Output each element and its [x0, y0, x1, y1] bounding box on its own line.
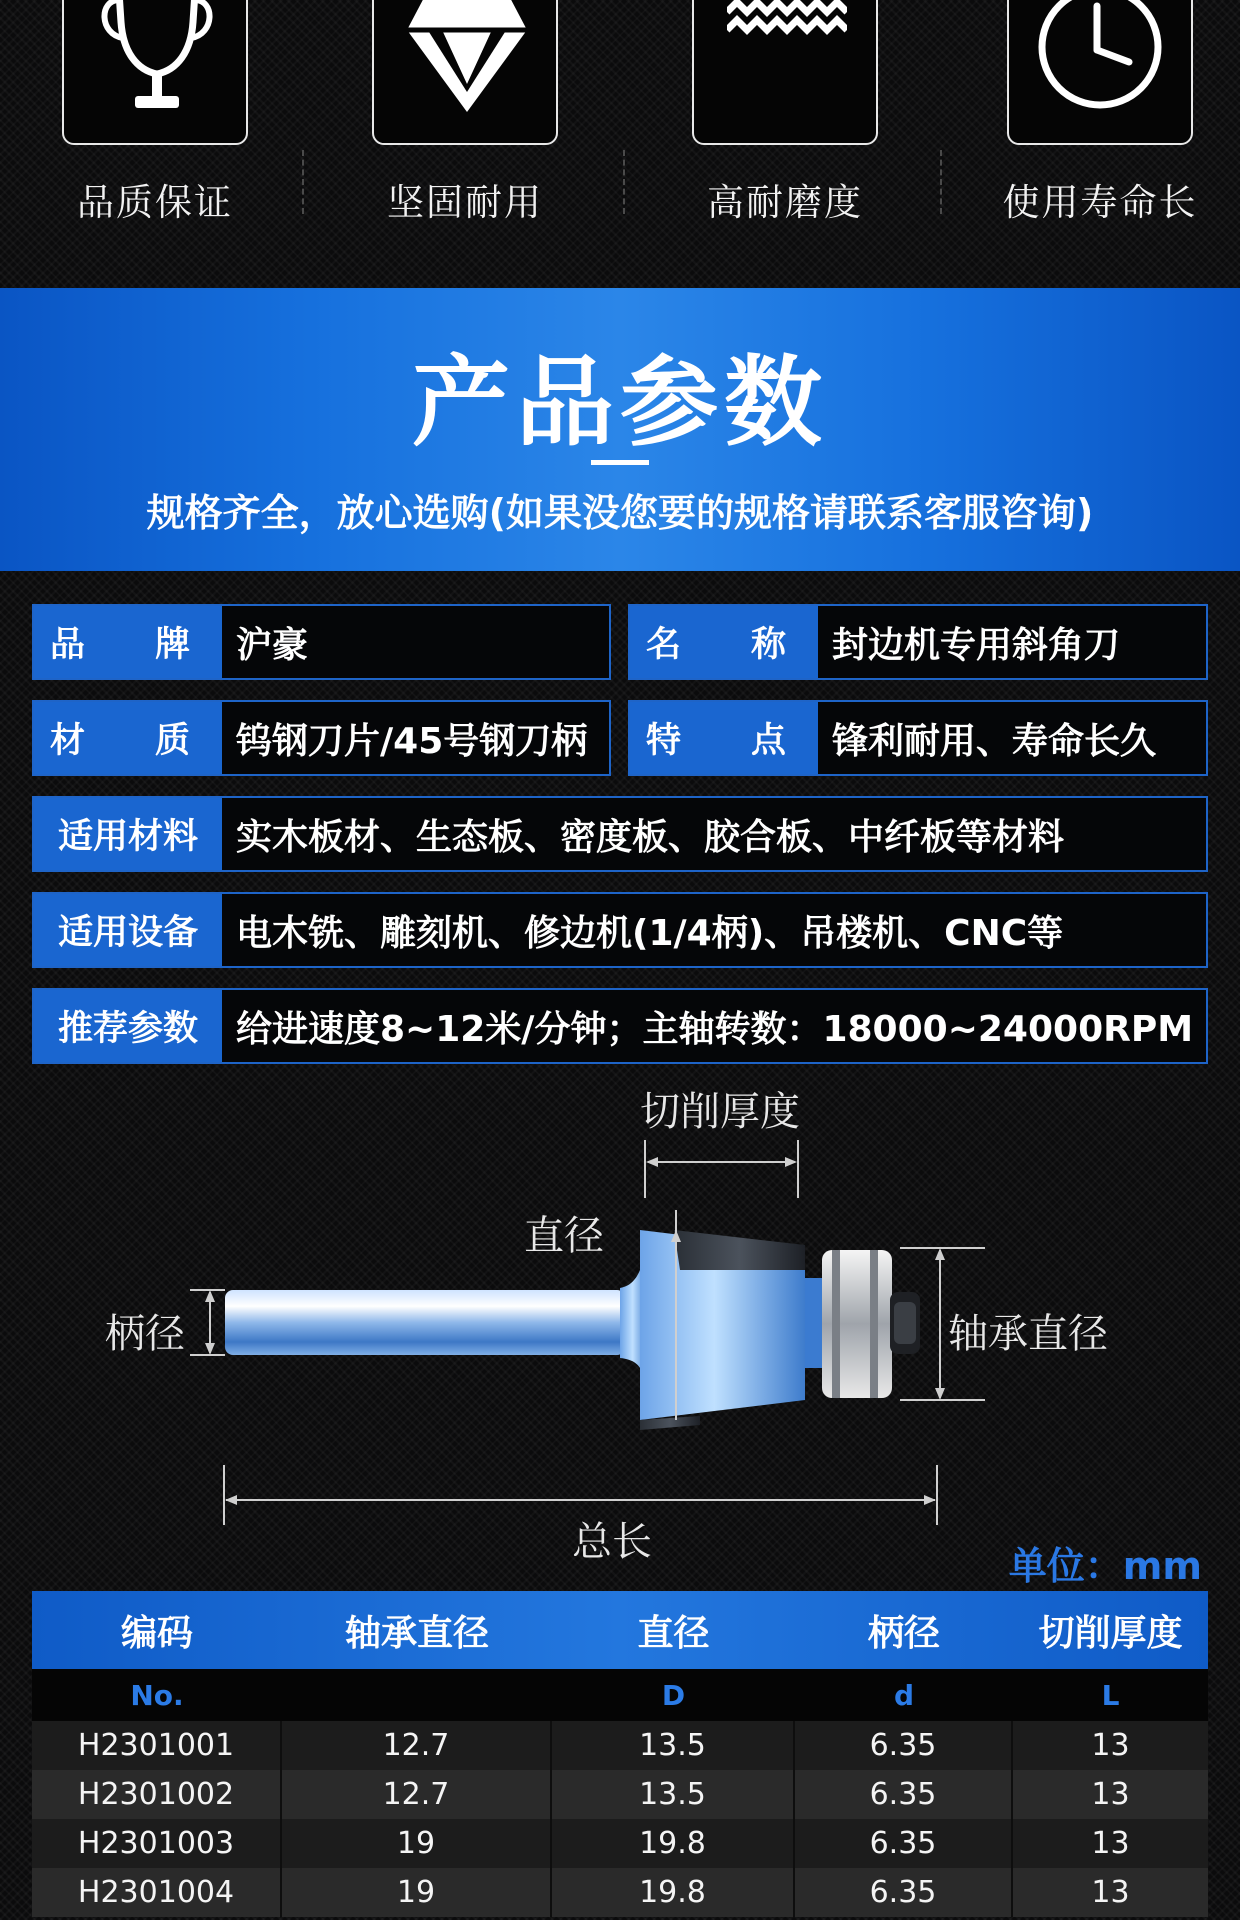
banner-title: 产品参数: [411, 346, 828, 460]
feature-label: 坚固耐用: [387, 181, 543, 224]
params-banner: [0, 288, 1240, 571]
spec-brand: [32, 604, 611, 680]
column-header: 切削厚度: [1038, 1612, 1183, 1654]
table-subheader: [32, 1669, 1208, 1721]
table-cell: 6.35: [795, 1819, 1013, 1868]
column-header: 轴承直径: [344, 1612, 489, 1654]
feature-row: [0, 0, 1240, 240]
unit-label: 单位：mm: [1008, 1544, 1202, 1588]
table-row: [32, 1770, 1208, 1819]
table-cell: 13: [1091, 1875, 1130, 1910]
table-cell: H2301004: [32, 1868, 282, 1917]
table-cell: 13: [1091, 1777, 1130, 1812]
table-cell: H2301002: [32, 1770, 282, 1819]
banner-subtitle: 规格齐全，放心选购(如果没您要的规格请联系客服咨询): [146, 491, 1094, 535]
column-header: 编码: [120, 1612, 193, 1654]
table-cell: 6.35: [795, 1721, 1013, 1770]
wave-icon: [692, 0, 878, 145]
feature-label: 品质保证: [77, 181, 233, 224]
table-row: [32, 1721, 1208, 1770]
cut-thickness-label: 切削厚度: [640, 1089, 800, 1135]
table-cell: 19: [282, 1819, 552, 1868]
bearing-diameter-label: 轴承直径: [948, 1311, 1108, 1357]
spec-value: 给进速度8~12米/分钟；主轴转数：18000~24000RPM: [236, 1008, 1194, 1050]
size-table: [32, 1591, 1208, 1917]
table-row: [32, 1868, 1208, 1917]
column-symbol: D: [661, 1678, 686, 1712]
spec-label: 品 牌: [34, 606, 222, 678]
total-length-label: 总长: [572, 1519, 652, 1565]
feature-wear: [630, 0, 940, 240]
table-cell: 19: [282, 1868, 552, 1917]
table-cell: 13: [1091, 1826, 1130, 1861]
table-row: [32, 1819, 1208, 1868]
spec-label: 特 点: [630, 702, 818, 774]
divider: [623, 150, 625, 214]
table-cell: 6.35: [795, 1770, 1013, 1819]
trophy-icon: [62, 0, 248, 145]
column-symbol: No.: [130, 1678, 184, 1712]
spec-value: 封边机专用斜角刀: [832, 624, 1121, 666]
table-cell: 13: [1091, 1728, 1130, 1763]
table-cell: 19.8: [552, 1819, 795, 1868]
spec-label: 材 质: [34, 702, 222, 774]
spec-value: 电木铣、雕刻机、修边机(1/4柄)、吊楼机、CNC等: [236, 912, 1064, 954]
spec-feature: [628, 700, 1208, 776]
spec-applicable-material: [32, 796, 1208, 872]
spec-label: 名 称: [630, 606, 818, 678]
spec-value: 沪豪: [236, 624, 309, 666]
table-header: [32, 1591, 1208, 1669]
spec-equipment: [32, 892, 1208, 968]
divider: [940, 150, 942, 214]
column-header: 柄径: [867, 1612, 940, 1654]
feature-quality: [0, 0, 310, 240]
spec-material: [32, 700, 611, 776]
spec-value: 实木板材、生态板、密度板、胶合板、中纤板等材料: [236, 816, 1065, 858]
spec-label: 适用设备: [34, 894, 222, 966]
divider: [302, 150, 304, 214]
clock-icon: [1007, 0, 1193, 145]
column-symbol: L: [1101, 1678, 1120, 1712]
table-cell: 6.35: [795, 1868, 1013, 1917]
feature-lifespan: [945, 0, 1240, 240]
table-cell: H2301001: [32, 1721, 282, 1770]
feature-label: 使用寿命长: [1002, 181, 1198, 224]
diameter-label: 直径: [524, 1213, 604, 1259]
router-bit-diagram: [0, 1080, 1240, 1585]
table-cell: 12.7: [282, 1770, 552, 1819]
spec-label: 推荐参数: [34, 990, 222, 1062]
diamond-icon: [372, 0, 558, 145]
spec-value: 锋利耐用、寿命长久: [832, 720, 1157, 762]
table-cell: H2301003: [32, 1819, 282, 1868]
table-cell: 13.5: [552, 1721, 795, 1770]
banner-divider: [591, 460, 649, 465]
spec-params: [32, 988, 1208, 1064]
table-cell: 19.8: [552, 1868, 795, 1917]
feature-label: 高耐磨度: [707, 181, 863, 224]
shank-diameter-label: 柄径: [105, 1311, 185, 1357]
table-cell: 13.5: [552, 1770, 795, 1819]
column-symbol: d: [893, 1678, 915, 1712]
feature-durable: [310, 0, 620, 240]
column-header: 直径: [637, 1612, 710, 1654]
table-cell: 12.7: [282, 1721, 552, 1770]
spec-label: 适用材料: [34, 798, 222, 870]
spec-value: 钨钢刀片/45号钢刀柄: [236, 720, 588, 762]
spec-name: [628, 604, 1208, 680]
